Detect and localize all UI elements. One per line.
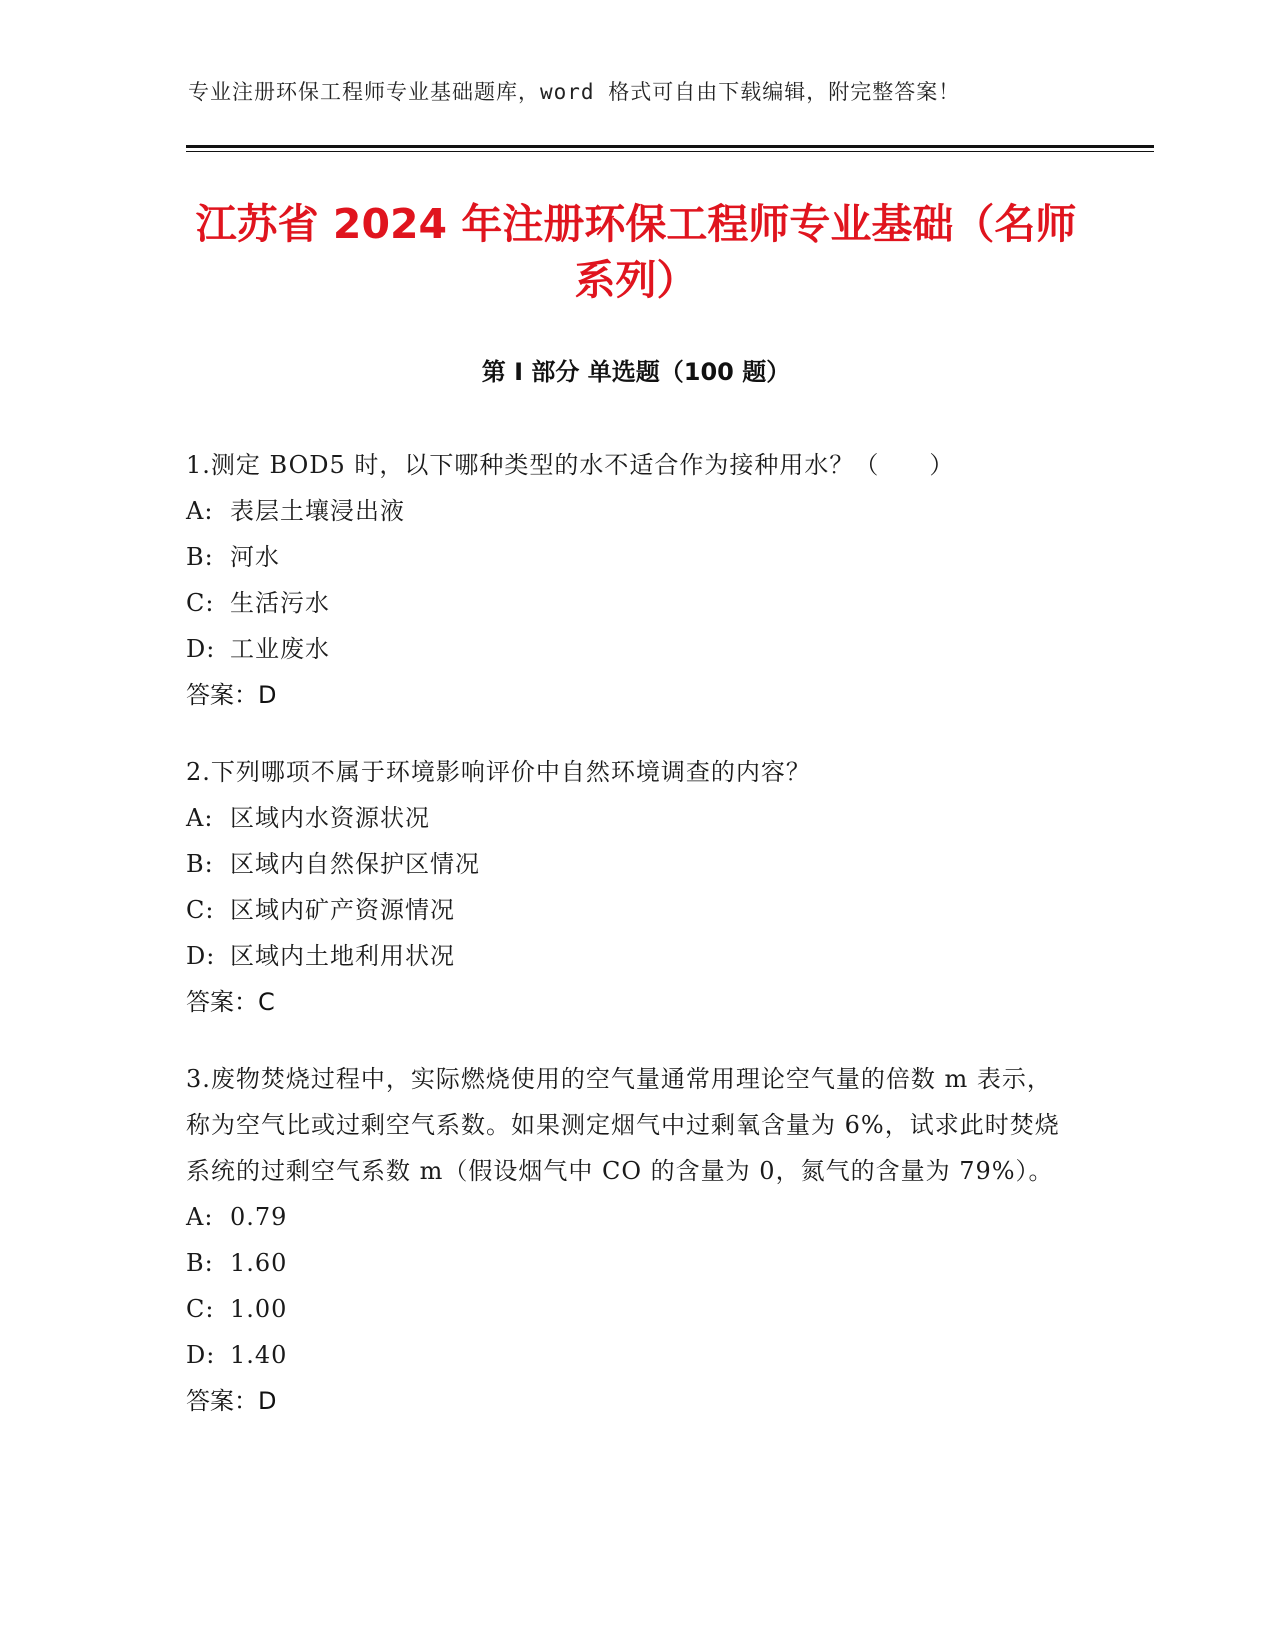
- option-text: 1.40: [230, 1341, 288, 1369]
- option-text: 生活污水: [230, 589, 330, 617]
- option-text: 表层土壤浸出液: [230, 497, 405, 525]
- option-text: 1.00: [230, 1295, 288, 1323]
- option-letter: C:: [186, 1295, 215, 1323]
- option-letter: A:: [186, 497, 214, 525]
- header-divider-thin: [186, 151, 1154, 152]
- option-text: 区域内矿产资源情况: [230, 896, 455, 924]
- option-letter: D:: [186, 635, 216, 663]
- option-letter: B:: [186, 850, 214, 878]
- question-1: [186, 442, 1076, 718]
- option-letter: C:: [186, 896, 215, 924]
- option-d: [186, 1332, 1076, 1378]
- option-a: [186, 795, 1076, 841]
- option-text: 1.60: [230, 1249, 288, 1277]
- question-stem: 3.废物焚烧过程中，实际燃烧使用的空气量通常用理论空气量的倍数 m 表示，称为空气比或过剩空气系数。如果测定烟气中过剩氧含量为 6%，试求此时焚烧系统的过剩空气系数 m（假设烟气中 CO 的含量为 0，氮气的含量为 79%）。: [186, 1065, 1060, 1185]
- option-c: [186, 887, 1076, 933]
- header-divider-thick: [186, 145, 1154, 148]
- option-c: [186, 1286, 1076, 1332]
- question-stem: 2.下列哪项不属于环境影响评价中自然环境调查的内容？: [186, 758, 811, 786]
- option-letter: B:: [186, 1249, 214, 1277]
- option-b: [186, 841, 1076, 887]
- section-title: 第 I 部分 单选题（100 题）: [481, 358, 791, 386]
- option-letter: B:: [186, 543, 214, 571]
- option-a: [186, 488, 1076, 534]
- option-d: [186, 626, 1076, 672]
- option-text: 0.79: [230, 1203, 288, 1231]
- question-stem: 1.测定 BOD5 时，以下哪种类型的水不适合作为接种用水？（ ）: [186, 451, 955, 479]
- question-3: [186, 1056, 1076, 1424]
- option-text: 区域内水资源状况: [230, 804, 430, 832]
- option-text: 河水: [230, 543, 280, 571]
- option-a: [186, 1194, 1076, 1240]
- header-note: 专业注册环保工程师专业基础题库，word 格式可自由下载编辑，附完整答案！: [188, 80, 961, 104]
- question-list: [186, 442, 1076, 1455]
- option-letter: A:: [186, 1203, 214, 1231]
- option-text: 工业废水: [230, 635, 330, 663]
- answer: 答案：D: [186, 1387, 277, 1415]
- option-text: 区域内土地利用状况: [230, 942, 455, 970]
- option-c: [186, 580, 1076, 626]
- option-b: [186, 534, 1076, 580]
- answer: 答案：D: [186, 681, 277, 709]
- option-b: [186, 1240, 1076, 1286]
- option-letter: D:: [186, 1341, 216, 1369]
- answer: 答案：C: [186, 988, 275, 1016]
- option-d: [186, 933, 1076, 979]
- option-letter: A:: [186, 804, 214, 832]
- question-2: [186, 749, 1076, 1025]
- option-letter: C:: [186, 589, 215, 617]
- option-text: 区域内自然保护区情况: [230, 850, 480, 878]
- document-title: 江苏省 2024 年注册环保工程师专业基础（名师系列）: [195, 200, 1077, 304]
- option-letter: D:: [186, 942, 216, 970]
